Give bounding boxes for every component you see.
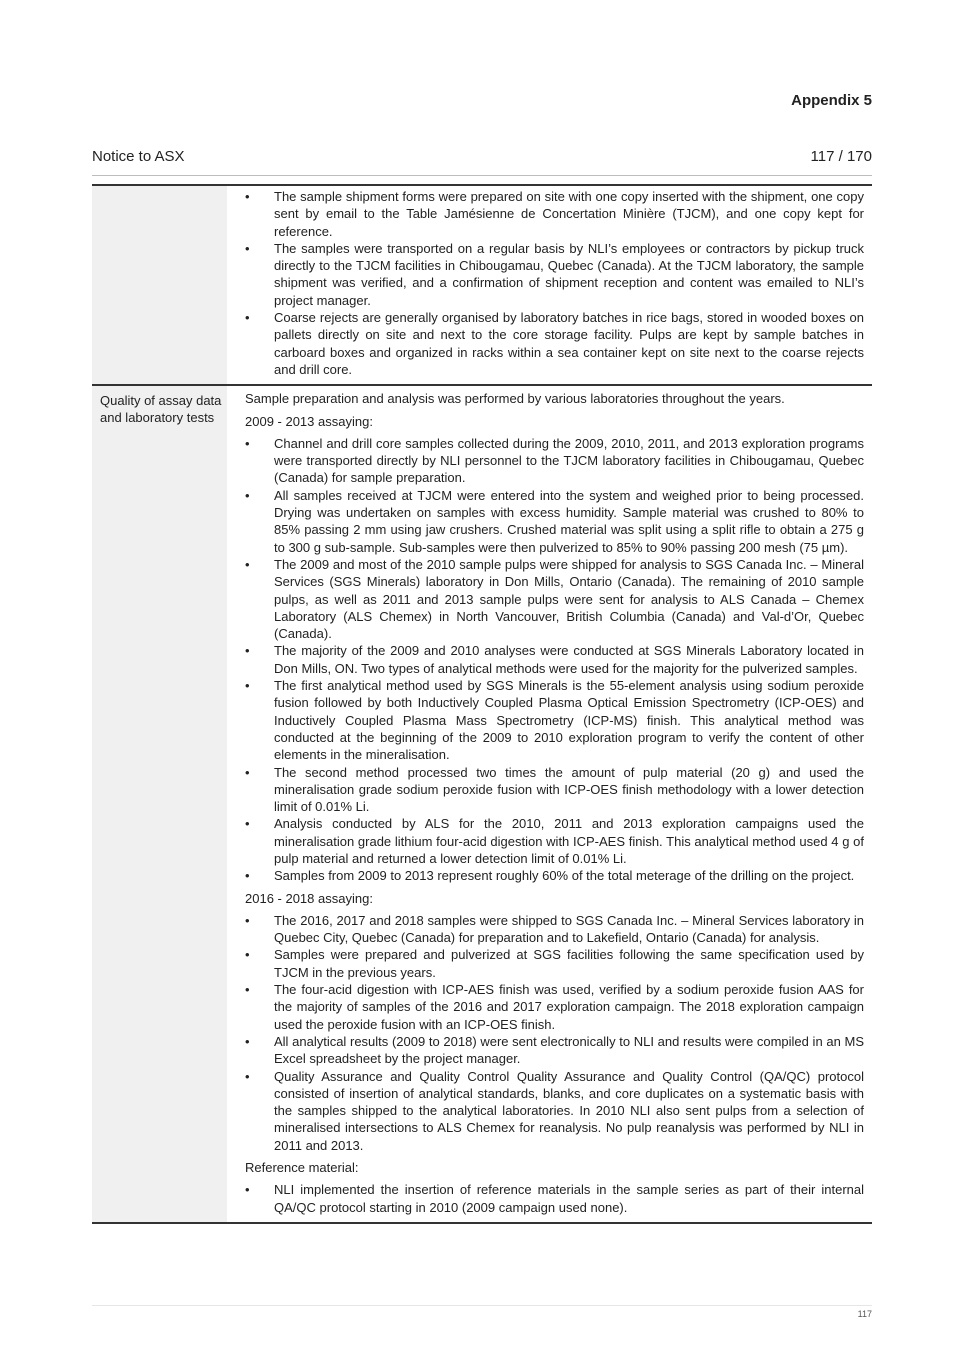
jorc-table [92, 184, 872, 1224]
list-item: • The four-acid digestion with ICP-AES finish was used, verified by a sodium peroxide fusion AAS for the majority of samples of the 2016 and 2017 exploration campaign. The 2018 exploration campaign used the peroxide fusion with an ICP-OES finish. [245, 981, 864, 1033]
bullet-list [245, 912, 864, 1154]
list-item: • The samples were transported on a regular basis by NLI’s employees or contractors by pickup truck directly to the TJCM facilities in Chibougamau, Quebec (Canada). At the TJCM laboratory, the sample shipment was verified, and a confirmation of shipment reception and content was emailed to NLI’s project manager. [245, 240, 864, 309]
list-item: • Analysis conducted by ALS for the 2010, 2011 and 2013 exploration campaigns used the mineralisation grade lithium four-acid digestion with ICP-AES finish. This analytical method used 4 g of pulp material and returned a lower detection limit of 0.01% Li. [245, 815, 864, 867]
list-item: • Samples from 2009 to 2013 represent roughly 60% of the total meterage of the drilling on the project. [245, 867, 864, 884]
row-label: Quality of assay data and laboratory tests [92, 385, 227, 1223]
list-item: • Quality Assurance and Quality Control Quality Assurance and Quality Control (QA/QC) protocol consisted of insertion of analytical standards, blanks, and core duplicates on a systematic basis with the samples shipped to the analytical laboratories. In 2010 NLI also sent pulps from a selection of mineralised intersections to ALS Chemex for reanalysis. No pulp reanalysis was performed by NLI in 2011 and 2013. [245, 1068, 864, 1154]
intro-paragraph: Sample preparation and analysis was performed by various laboratories throughout the years. [245, 391, 785, 407]
document-title: Notice to ASX [92, 148, 185, 165]
header-divider [92, 175, 872, 176]
list-item: • Channel and drill core samples collected during the 2009, 2010, 2011, and 2013 exploration programs were transported directly by NLI personnel to the TJCM laboratory facilities in Chibougamau, Quebec (Canada) for sample preparation. [245, 435, 864, 487]
list-item: • The majority of the 2009 and 2010 analyses were conducted at SGS Minerals Laboratory located in Don Mills, ON. Two types of analytical methods were used for the majority for the pulverized samples. [245, 642, 864, 677]
row-content [227, 185, 872, 385]
table-row [92, 385, 872, 1223]
list-item: • All samples received at TJCM were entered into the system and weighed prior to being processed. Drying was undertaken on samples with excess humidity. Sample material was crushed to 80% to 85% passing 2 mm using jaw crushers. Crushed material was split using a split rifle to obtain a 275 g to 300 g sub-sample. Sub-samples were then pulverized to 85% to 90% passing 200 mesh (75 µm). [245, 487, 864, 556]
bullet-list [245, 1181, 864, 1216]
footer-divider [92, 1305, 872, 1306]
list-item: • The first analytical method used by SGS Minerals is the 55-element analysis using sodium peroxide fusion followed by both Inductively Coupled Plasma Optical Emission Spectrometry (ICP-OES) and Inductively Coupled Plasma Mass Spectrometry (ICP-MS) finish. This analytical method was conducted at the beginning of the 2009 to 2010 exploration program to verify the content of other elements in the mineralisation. [245, 677, 864, 763]
list-item: • The second method processed two times the amount of pulp material (20 g) and used the mineralisation grade sodium peroxide fusion with ICP-OES finish methodology with a lower detection limit of 0.01% Li. [245, 764, 864, 816]
list-item: • The 2009 and most of the 2010 sample pulps were shipped for analysis to SGS Canada Inc. – Mineral Services (SGS Minerals) laboratory in Don Mills, Ontario (Canada). The remaining of 2010 sample pulps, as well as 2011 and 2013 sample pulps were sent for analysis to ALS Canada – Chemex Laboratory (ALS Chemex) in North Vancouver, British Columbia (Canada) and Val-d’Or, Quebec (Canada). [245, 556, 864, 642]
section-subheading: 2009 - 2013 assaying: [245, 413, 373, 429]
section-subheading: Reference material: [245, 1160, 359, 1176]
table-row [92, 185, 872, 385]
page-number: 117 [857, 1309, 872, 1319]
row-content [227, 385, 872, 1223]
bullet-list [245, 435, 864, 885]
page-counter: 117 / 170 [810, 148, 872, 165]
row-label [92, 185, 227, 385]
list-item: • Coarse rejects are generally organised by laboratory batches in rice bags, stored in wooded boxes on pallets directly on site and next to the core storage facility. Pulps are kept by sample batches in carboard boxes and organized in racks within a sea container kept on site next to the coarse rejects and drill core. [245, 309, 864, 378]
list-item: • All analytical results (2009 to 2018) were sent electronically to NLI and results were compiled in an MS Excel spreadsheet by the project manager. [245, 1033, 864, 1068]
list-item: • Samples were prepared and pulverized at SGS facilities following the same specification used by TJCM in the previous years. [245, 946, 864, 981]
list-item: • The 2016, 2017 and 2018 samples were shipped to SGS Canada Inc. – Mineral Services laboratory in Quebec City, Quebec (Canada) for preparation and to Lakefield, Ontario (Canada) for analysis. [245, 912, 864, 947]
section-subheading: 2016 - 2018 assaying: [245, 890, 373, 906]
appendix-title: Appendix 5 [791, 92, 872, 109]
bullet-list [245, 188, 864, 378]
list-item: • The sample shipment forms were prepared on site with one copy inserted with the shipment, one copy sent by email to the Table Jamésienne de Concertation Minière (TJCM), and one copy kept for reference. [245, 188, 864, 240]
list-item: • NLI implemented the insertion of reference materials in the sample series as part of their internal QA/QC protocol starting in 2010 (2009 campaign used none). [245, 1181, 864, 1216]
